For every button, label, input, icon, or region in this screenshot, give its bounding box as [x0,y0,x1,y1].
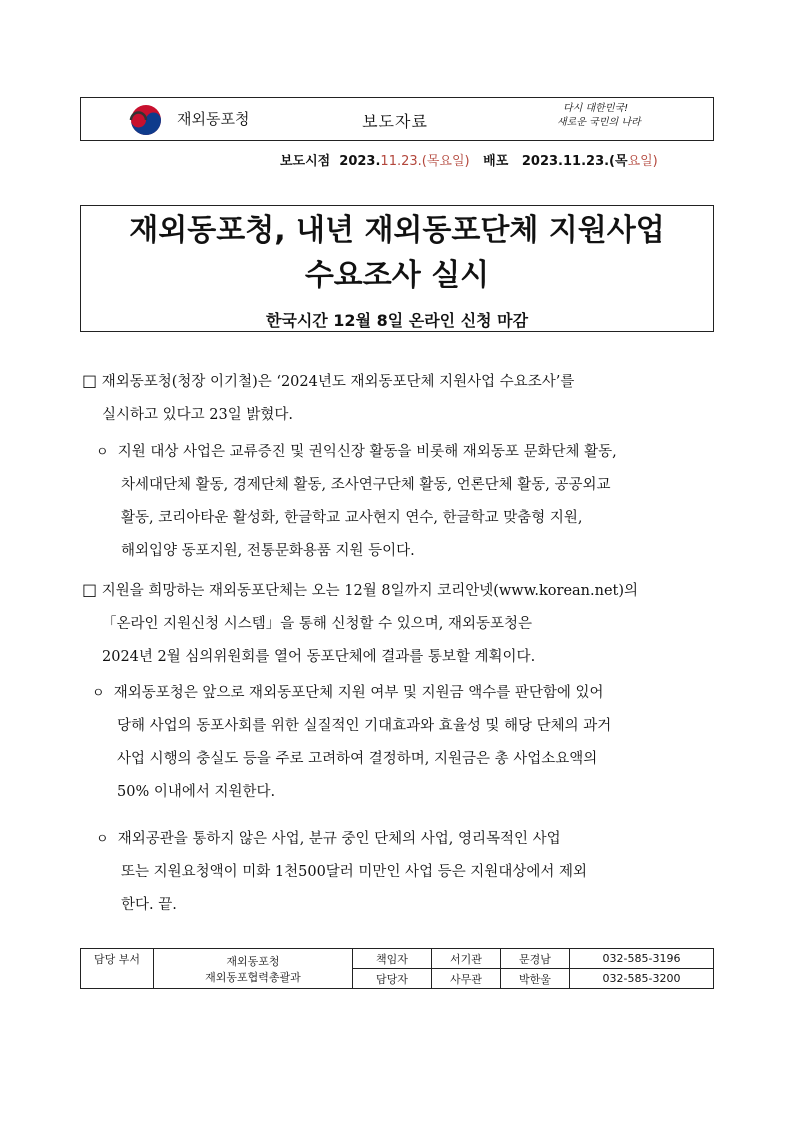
subtitle: 한국시간 12월 8일 온라인 신청 마감 [265,311,529,330]
p2-line3: 2024년 2월 심의위원회를 열어 동포단체에 결과를 통보할 계획이다. [102,649,536,665]
release-time-label: 보도시점 [280,154,331,169]
bullet-1 [96,436,720,568]
dept-label: 담당 부서 [81,949,154,989]
contact-table [80,948,714,989]
release-time-date-muted: 11.23.(목요일) [380,154,470,169]
b1-line1: 지원 대상 사업은 교류증진 및 권익신장 활동을 비롯해 재외동포 문화단체 활동, [117,444,617,460]
contact-title: 서기관 [432,949,501,969]
dist-date-muted: 요일) [627,154,658,169]
contact-title: 사무관 [432,969,501,989]
contact-phone: 032-585-3200 [570,969,714,989]
contact-name: 박한울 [501,969,570,989]
doc-type: 보도자료 [362,112,428,131]
contact-role: 책임자 [353,949,432,969]
release-time-date: 2023. [339,154,381,169]
dist-label: 배포 [483,154,509,169]
org-name: 재외동포청 [177,110,250,128]
b1-line2: 차세대단체 활동, 경제단체 활동, 조사연구단체 활동, 언론단체 활동, 공공외교 [121,477,611,493]
dept-line1: 재외동포청 [226,954,280,968]
government-logo-icon [128,103,164,137]
table-row [81,949,714,969]
slogan-line1: 다시 대한민국! [563,103,629,114]
page-title [80,208,714,298]
circle-bullet-icon: ㅇ [96,832,109,847]
slogan-line2: 새로운 국민의 나라 [557,117,641,128]
b3-line3: 한다. 끝. [121,897,177,913]
slogan [557,102,641,130]
title-line1: 재외동포청, 내년 재외동포단체 지원사업 [129,213,665,248]
square-bullet-icon: □ [82,371,98,390]
dist-date: 2023.11.23.(목 [521,154,628,169]
b2-line3: 사업 시행의 충실도 등을 주로 고려하여 결정하며, 지원금은 총 사업소요액의 [117,751,598,767]
b2-line2: 당해 사업의 동포사회를 위한 실질적인 기대효과와 효율성 및 해당 단체의 과거 [117,718,612,734]
p1-line1: 재외동포청(청장 이기철)은 ‘2024년도 재외동포단체 지원사업 수요조사’를 [101,374,575,390]
paragraph-2 [82,573,716,674]
p2-line1: 지원을 희망하는 재외동포단체는 오는 12월 8일까지 코리안넷(www.korean.net)의 [101,583,639,599]
b2-line1: 재외동포청은 앞으로 재외동포단체 지원 여부 및 지원금 액수를 판단함에 있어 [113,685,604,701]
bullet-2 [92,677,720,809]
paragraph-1 [82,364,716,432]
circle-bullet-icon: ㅇ [96,445,109,460]
dept-name [154,949,353,989]
square-bullet-icon: □ [82,580,98,599]
contact-name: 문경남 [501,949,570,969]
title-line2: 수요조사 실시 [304,258,490,293]
b1-line4: 해외입양 동포지원, 전통문화용품 지원 등이다. [121,543,415,559]
b2-line4: 50% 이내에서 지원한다. [117,784,276,800]
p1-line2: 실시하고 있다고 23일 밝혔다. [102,407,293,423]
bullet-3 [96,823,720,922]
p2-line2: 「온라인 지원신청 시스템」을 통해 신청할 수 있으며, 재외동포청은 [102,616,533,632]
contact-role: 담당자 [353,969,432,989]
contact-phone: 032-585-3196 [570,949,714,969]
circle-bullet-icon: ㅇ [92,686,105,701]
b3-line1: 재외공관을 통하지 않은 사업, 분규 중인 단체의 사업, 영리목적인 사업 [117,831,561,847]
dept-line2: 재외동포협력총괄과 [205,970,301,984]
b3-line2: 또는 지원요청액이 미화 1천500달러 미만인 사업 등은 지원대상에서 제외 [121,864,587,880]
release-info [280,150,658,169]
b1-line3: 활동, 코리아타운 활성화, 한글학교 교사현지 연수, 한글학교 맞춤형 지원, [121,510,583,526]
